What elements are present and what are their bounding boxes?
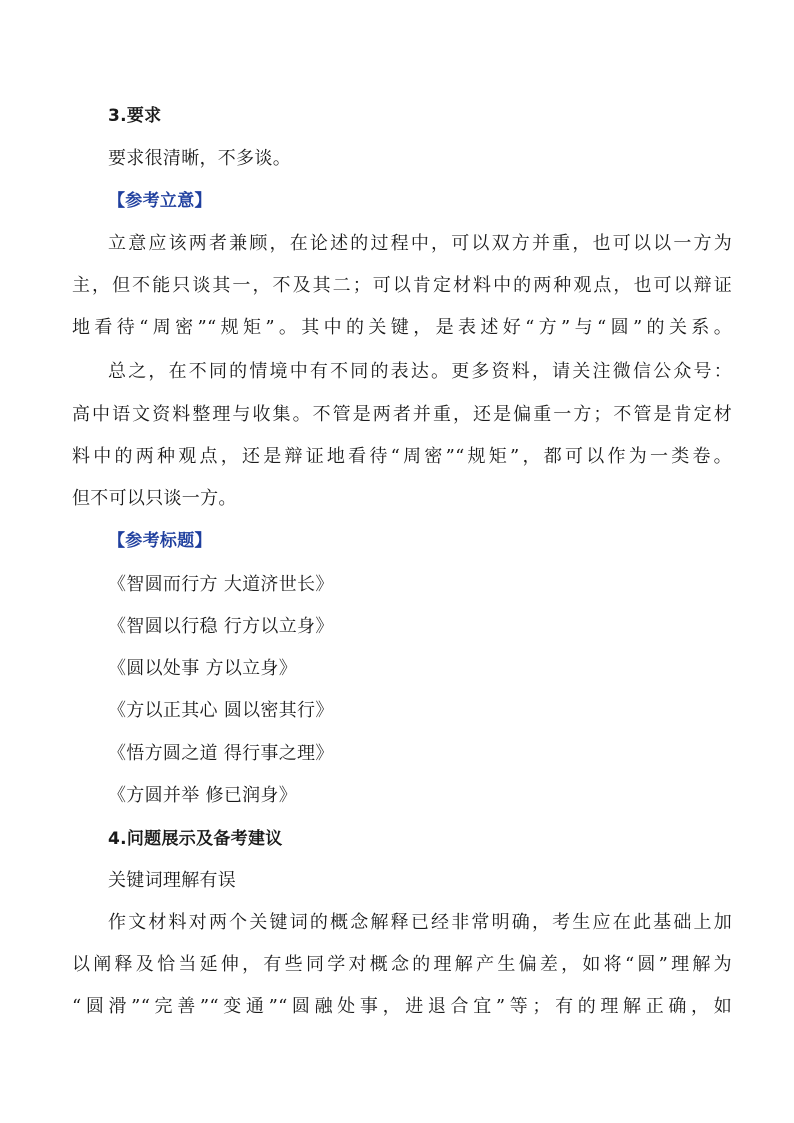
ref-title-item: 《悟方圆之道 得行事之理》 (108, 743, 334, 764)
section-3-body: 要求很清晰，不多谈。 (108, 148, 291, 169)
ref-theme-para1-line2: 主，但不能只谈其一，不及其二；可以肯定材料中的两种观点，也可以辩证 (72, 275, 732, 296)
section-3-heading: 3.要求 (108, 106, 162, 126)
section-4-para-line2: 以阐释及恰当延伸，有些同学对概念的理解产生偏差，如将“圆”理解为 (72, 954, 732, 975)
section-4-para-line3: “圆滑”“完善”“变通”“圆融处事，进退合宜”等；有的理解正确，如 (72, 996, 732, 1017)
ref-theme-para2-line3: 料中的两种观点，还是辩证地看待“周密”“规矩”，都可以作为一类卷。 (72, 446, 732, 467)
ref-theme-heading: 【参考立意】 (108, 191, 212, 211)
ref-theme-para1-line3: 地看待“周密”“规矩”。其中的关键，是表述好“方”与“圆”的关系。 (72, 317, 732, 338)
section-4-heading: 4.问题展示及备考建议 (108, 829, 283, 849)
ref-title-item: 《圆以处事 方以立身》 (108, 658, 298, 679)
ref-theme-para2-line2: 高中语文资料整理与收集。不管是两者并重，还是偏重一方；不管是肯定材 (72, 404, 732, 425)
section-4-subheading: 关键词理解有误 (108, 870, 237, 891)
ref-title-item: 《智圆而行方 大道济世长》 (108, 574, 334, 595)
ref-titles-heading: 【参考标题】 (108, 531, 212, 551)
ref-title-item: 《方以正其心 圆以密其行》 (108, 700, 334, 721)
ref-theme-para1-line1: 立意应该两者兼顾，在论述的过程中，可以双方并重，也可以以一方为 (108, 233, 732, 254)
ref-title-item: 《智圆以行稳 行方以立身》 (108, 616, 334, 637)
section-4-para-line1: 作文材料对两个关键词的概念解释已经非常明确，考生应在此基础上加 (108, 912, 732, 933)
ref-theme-para2-line4: 但不可以只谈一方。 (72, 488, 237, 509)
ref-theme-para2-line1: 总之，在不同的情境中有不同的表达。更多资料，请关注微信公众号： (108, 361, 732, 382)
ref-title-item: 《方圆并举 修已润身》 (108, 785, 298, 806)
